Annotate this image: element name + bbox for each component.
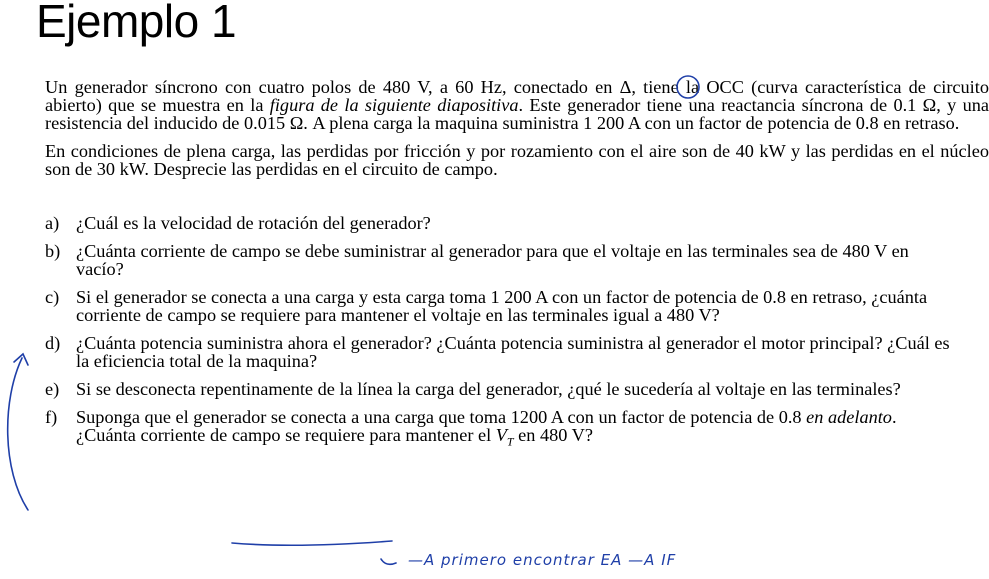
question-text: Si el generador se conecta a una carga y esta carga toma 1 200 A con un factor de potencia de 0.8 en retraso, ¿cuánta corriente de campo se requiere para mantener el voltaje en las terminales igual a 480 V? <box>76 287 928 325</box>
question-text-part: Suponga que el generador se conecta a una carga que toma 1200 A con un factor de potencia de 0.8 <box>76 407 807 427</box>
question-label: e) <box>45 379 60 399</box>
vt-main: V <box>495 425 507 445</box>
question-label: d) <box>45 333 61 353</box>
question-text-part: en 480 V? <box>513 425 593 445</box>
problem-text-1: Un generador síncrono con cuatro polos de 480 V, a 60 Hz, conectado en <box>45 77 620 97</box>
question-label: c) <box>45 287 60 307</box>
figure-reference: figura de la siguiente diapositiva <box>269 95 519 115</box>
loss-conditions: En condiciones de plena carga, las perdidas por fricción y por rozamiento con el aire son de 40 kW y las perdidas en el núcleo son de 30 kW. Desprecie las perdidas en el circuito de campo. <box>45 141 989 179</box>
question-label: a) <box>45 213 60 233</box>
question-text: Si se desconecta repentinamente de la línea la carga del generador, ¿qué le sucedería al voltaje en las terminales? <box>76 379 901 399</box>
vt-subscript: T <box>506 434 514 449</box>
underline-mark <box>232 541 392 545</box>
delta-circle-mark <box>677 76 699 98</box>
question-text: ¿Cuál es la velocidad de rotación del generador? <box>76 213 431 233</box>
handwritten-note: —A primero encontrar EA —A IF <box>408 551 677 569</box>
curved-arrow-mark <box>8 358 28 510</box>
question-text: ¿Cuánta potencia suministra ahora el generador? ¿Cuánta potencia suministra al generador el motor principal? ¿Cuál es la eficiencia total de la maquina? <box>76 333 950 371</box>
question-label: b) <box>45 241 61 261</box>
slide-title: Ejemplo 1 <box>36 0 237 47</box>
problem-text-2: , tiene la OCC (curva característica de circuito abierto) que se muestra en la <box>45 77 989 115</box>
leading-emphasis: en adelanto <box>806 407 892 427</box>
delta-symbol: Δ <box>619 77 632 97</box>
problem-text-3: . Este generador tiene una reactancia síncrona de 0.1 Ω, y una resistencia del inducido de 0.015 Ω. A plena carga la maquina suministra 1 200 A con un factor de potencia de 0.8 en retraso. <box>45 95 989 133</box>
question-text: ¿Cuánta corriente de campo se debe suministrar al generador para que el voltaje en las terminales sea de 480 V en vacío? <box>76 241 909 279</box>
question-label: f) <box>45 407 58 427</box>
question-text-part: . ¿Cuánta corriente de campo se requiere para mantener el <box>76 407 897 445</box>
note-hook-mark <box>381 559 396 564</box>
